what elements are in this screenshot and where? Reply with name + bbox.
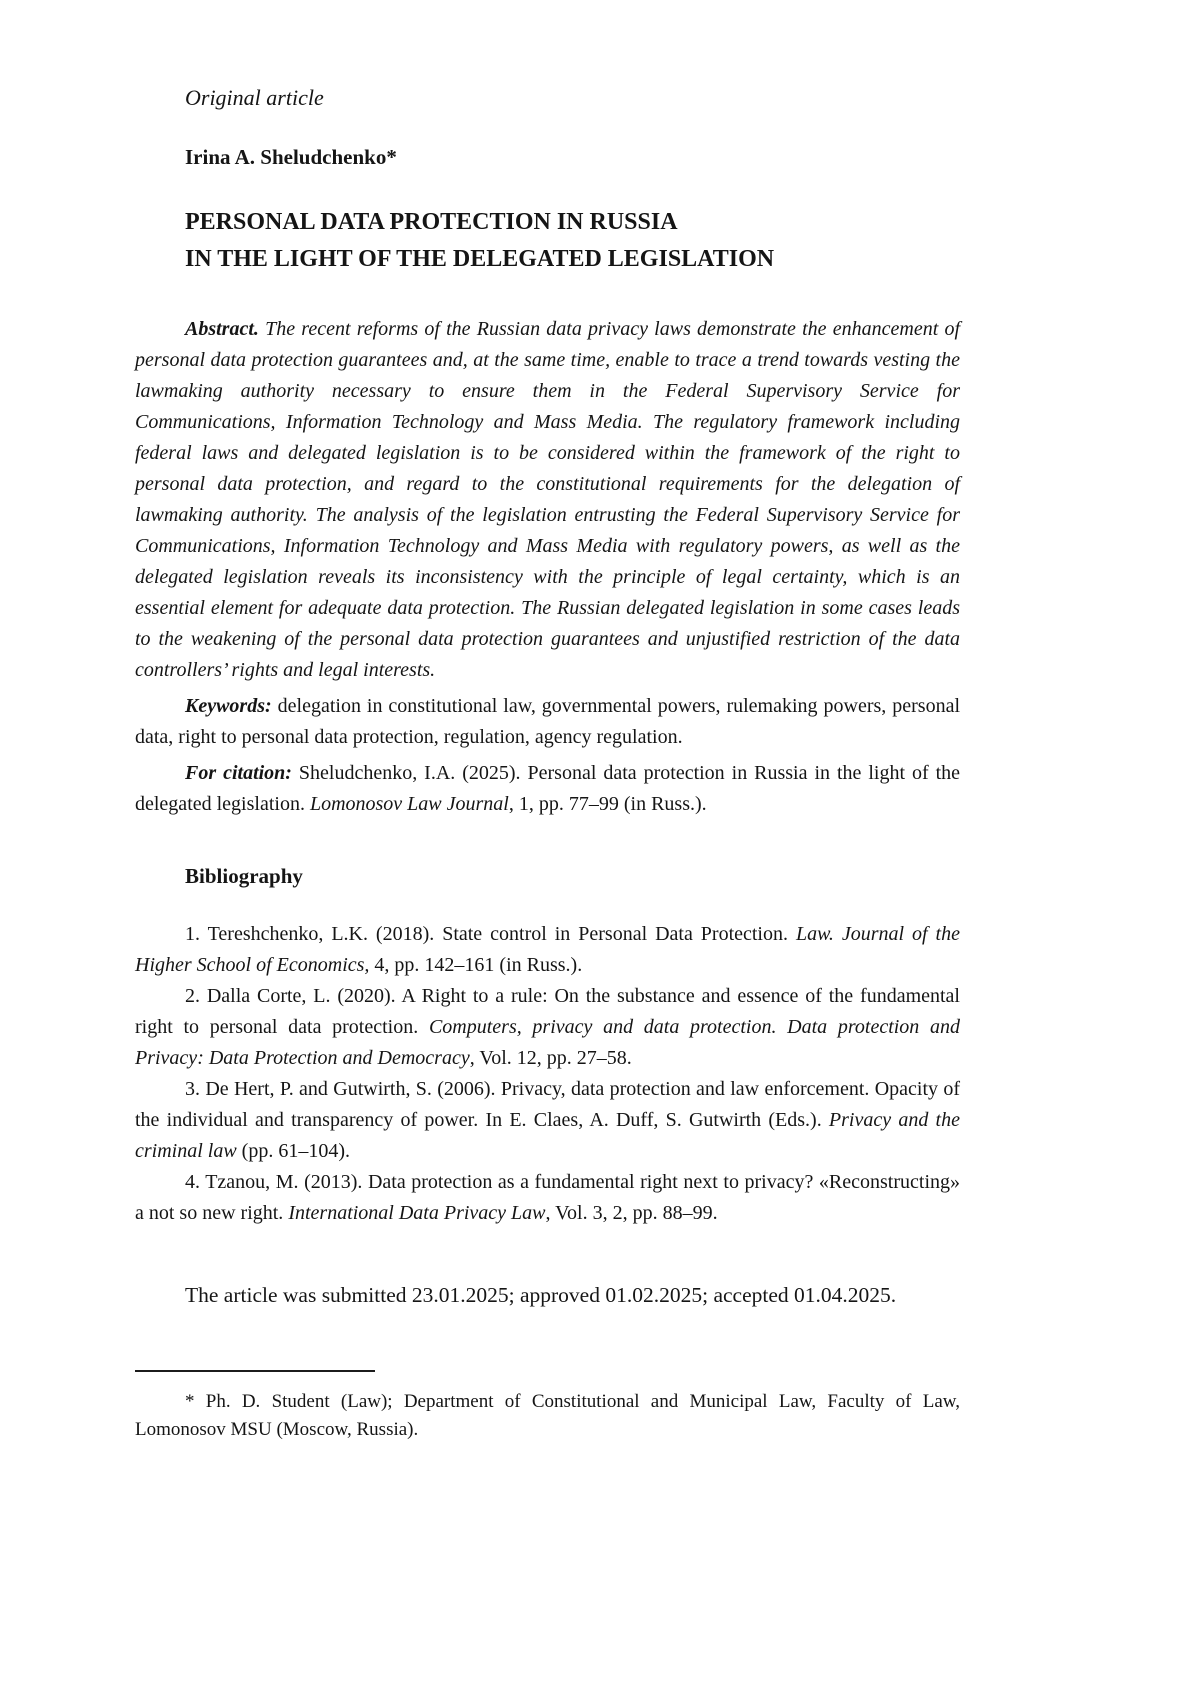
article-title-line-1: PERSONAL DATA PROTECTION IN RUSSIA bbox=[185, 209, 678, 235]
article-title bbox=[185, 204, 960, 278]
footnote-separator bbox=[135, 1370, 375, 1372]
bibliography-entry-4: 4. Tzanou, M. (2013). Data protection as a fundamental right next to privacy? «Reconstructing» a not so new right. International Data Privacy Law, Vol. 3, 2, pp. 88–99. bbox=[135, 1171, 960, 1224]
citation-paragraph: For citation: Sheludchenko, I.A. (2025). Personal data protection in Russia in the light of the delegated legislation. Lomonosov Law Journal, 1, pp. 77–99 (in Russ.). bbox=[135, 762, 961, 815]
author-name: Irina A. Sheludchenko* bbox=[185, 145, 397, 169]
submission-dates-paragraph: The article was submitted 23.01.2025; approved 01.02.2025; accepted 01.04.2025. bbox=[185, 1283, 897, 1307]
bibliography-entry-3: 3. De Hert, P. and Gutwirth, S. (2006). Privacy, data protection and law enforcement. Opacity of the individual and transparency of power. In E. Claes, A. Duff, S. Gutwirth (Eds.). Privacy and the criminal law (pp. 61–104). bbox=[135, 1078, 960, 1162]
bibliography-heading: Bibliography bbox=[185, 864, 303, 888]
article-type-label: Original article bbox=[185, 85, 324, 110]
bibliography-entry-1: 1. Tereshchenko, L.K. (2018). State control in Personal Data Protection. Law. Journal of the Higher School of Economics, 4, pp. 142–161 (in Russ.). bbox=[135, 923, 960, 976]
article-title-line-2: IN THE LIGHT OF THE DELEGATED LEGISLATION bbox=[185, 246, 775, 272]
abstract-paragraph: Abstract. The recent reforms of the Russian data privacy laws demonstrate the enhancement of personal data protection guarantees and, at the same time, enable to trace a trend towards vesting the lawmaking authority necessary to ensure them in the Federal Supervisory Service for Communications, Information Technology and Mass Media. The regulatory framework including federal laws and delegated legislation is to be considered within the framework of the right to personal data protection, and regard to the constitutional requirements for the delegation of lawmaking authority. The analysis of the legislation entrusting the Federal Supervisory Service for Communications, Information Technology and Mass Media with regulatory powers, as well as the delegated legislation reveals its inconsistency with the principle of legal certainty, which is an essential element for adequate data protection. The Russian delegated legislation in some cases leads to the weakening of the personal data protection guarantees and unjustified restriction of the data controllers’ rights and legal interests. bbox=[135, 318, 960, 681]
keywords-paragraph: Keywords: delegation in constitutional law, governmental powers, rulemaking powers, personal data, right to personal data protection, regulation, agency regulation. bbox=[135, 695, 960, 748]
author-footnote: * Ph. D. Student (Law); Department of Constitutional and Municipal Law, Faculty of Law, Lomonosov MSU (Moscow, Russia). bbox=[135, 1391, 960, 1440]
bibliography-entry-2: 2. Dalla Corte, L. (2020). A Right to a rule: On the substance and essence of the fundamental right to personal data protection. Computers, privacy and data protection. Data protection and Privacy: Data Protection and Democracy, Vol. 12, pp. 27–58. bbox=[135, 985, 960, 1069]
